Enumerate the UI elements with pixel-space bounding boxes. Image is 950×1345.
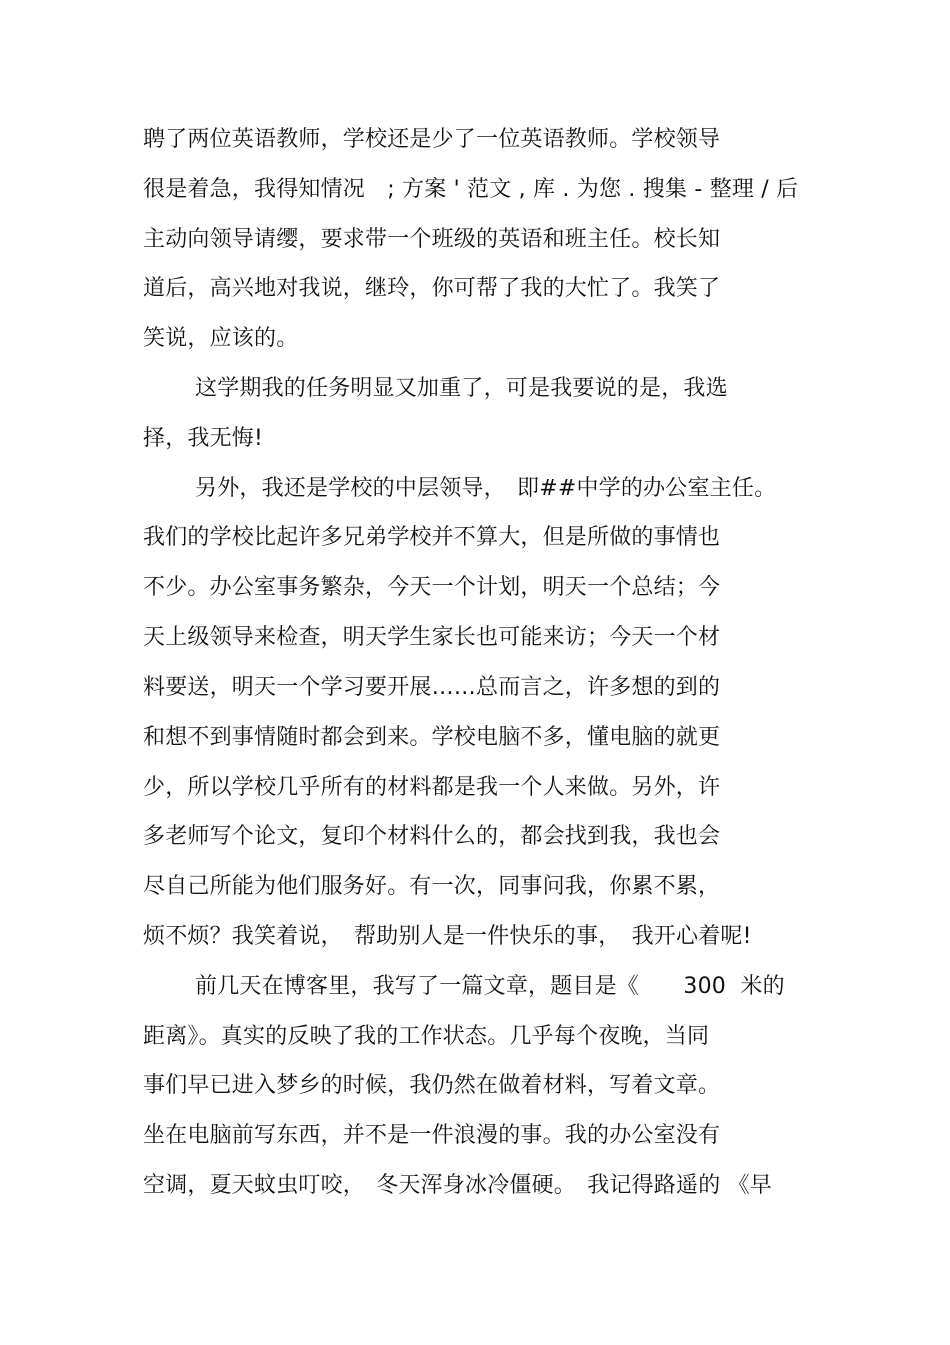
text-line: 和想不到事情随时都会到来。学校电脑不多，懂电脑的就更 [143,725,721,750]
text-line: 择，我无悔! [143,426,264,451]
text-line: 少，所以学校几乎所有的材料都是我一个人来做。另外，许 [143,775,721,800]
text-line: 坐在电脑前写东西，并不是一件浪漫的事。我的办公室没有 [143,1123,721,1148]
paragraph-first-line: 这学期我的任务明显又加重了，可是我要说的是，我选 [195,376,728,401]
text-line: 事们早已进入梦乡的时候，我仍然在做着材料，写着文章。 [143,1073,721,1098]
text-line: 尽自己所能为他们服务好。有一次，同事问我，你累不累， [143,874,721,899]
text-line: 很是着急，我得知情况 ; 方案 ' 范文 , 库 . 为您 . 搜集 - 整理 / 后 [143,177,799,202]
text-line: 不少。办公室事务繁杂，今天一个计划，明天一个总结；今 [143,575,721,600]
text-line: 距离》。真实的反映了我的工作状态。几乎每个夜晚，当同 [143,1024,710,1049]
text-line: 笑说，应该的。 [143,326,299,351]
text-line: 空调，夏天蚊虫叮咬， 冬天浑身冰冷僵硬。 我记得路遥的 《早 [143,1173,772,1198]
paragraph-first-line: 另外，我还是学校的中层领导， 即##中学的办公室主任。 [195,476,777,501]
text-line: 道后，高兴地对我说，继玲，你可帮了我的大忙了。我笑了 [143,276,721,301]
text-line: 料要送，明天一个学习要开展……总而言之，许多想的到的 [143,675,721,700]
text-line: 我们的学校比起许多兄弟学校并不算大，但是所做的事情也 [143,525,721,550]
text-line: 烦不烦？我笑着说， 帮助别人是一件快乐的事， 我开心着呢! [143,924,752,949]
text-line: 天上级领导来检查，明天学生家长也可能来访；今天一个材 [143,625,721,650]
text-line: 多老师写个论文，复印个材料什么的，都会找到我，我也会 [143,824,721,849]
paragraph-first-line: 前几天在博客里，我写了一篇文章，题目是《 300 米的 [195,974,785,999]
text-line: 主动向领导请缨，要求带一个班级的英语和班主任。校长知 [143,227,721,252]
text-line: 聘了两位英语教师，学校还是少了一位英语教师。学校领导 [143,127,721,152]
